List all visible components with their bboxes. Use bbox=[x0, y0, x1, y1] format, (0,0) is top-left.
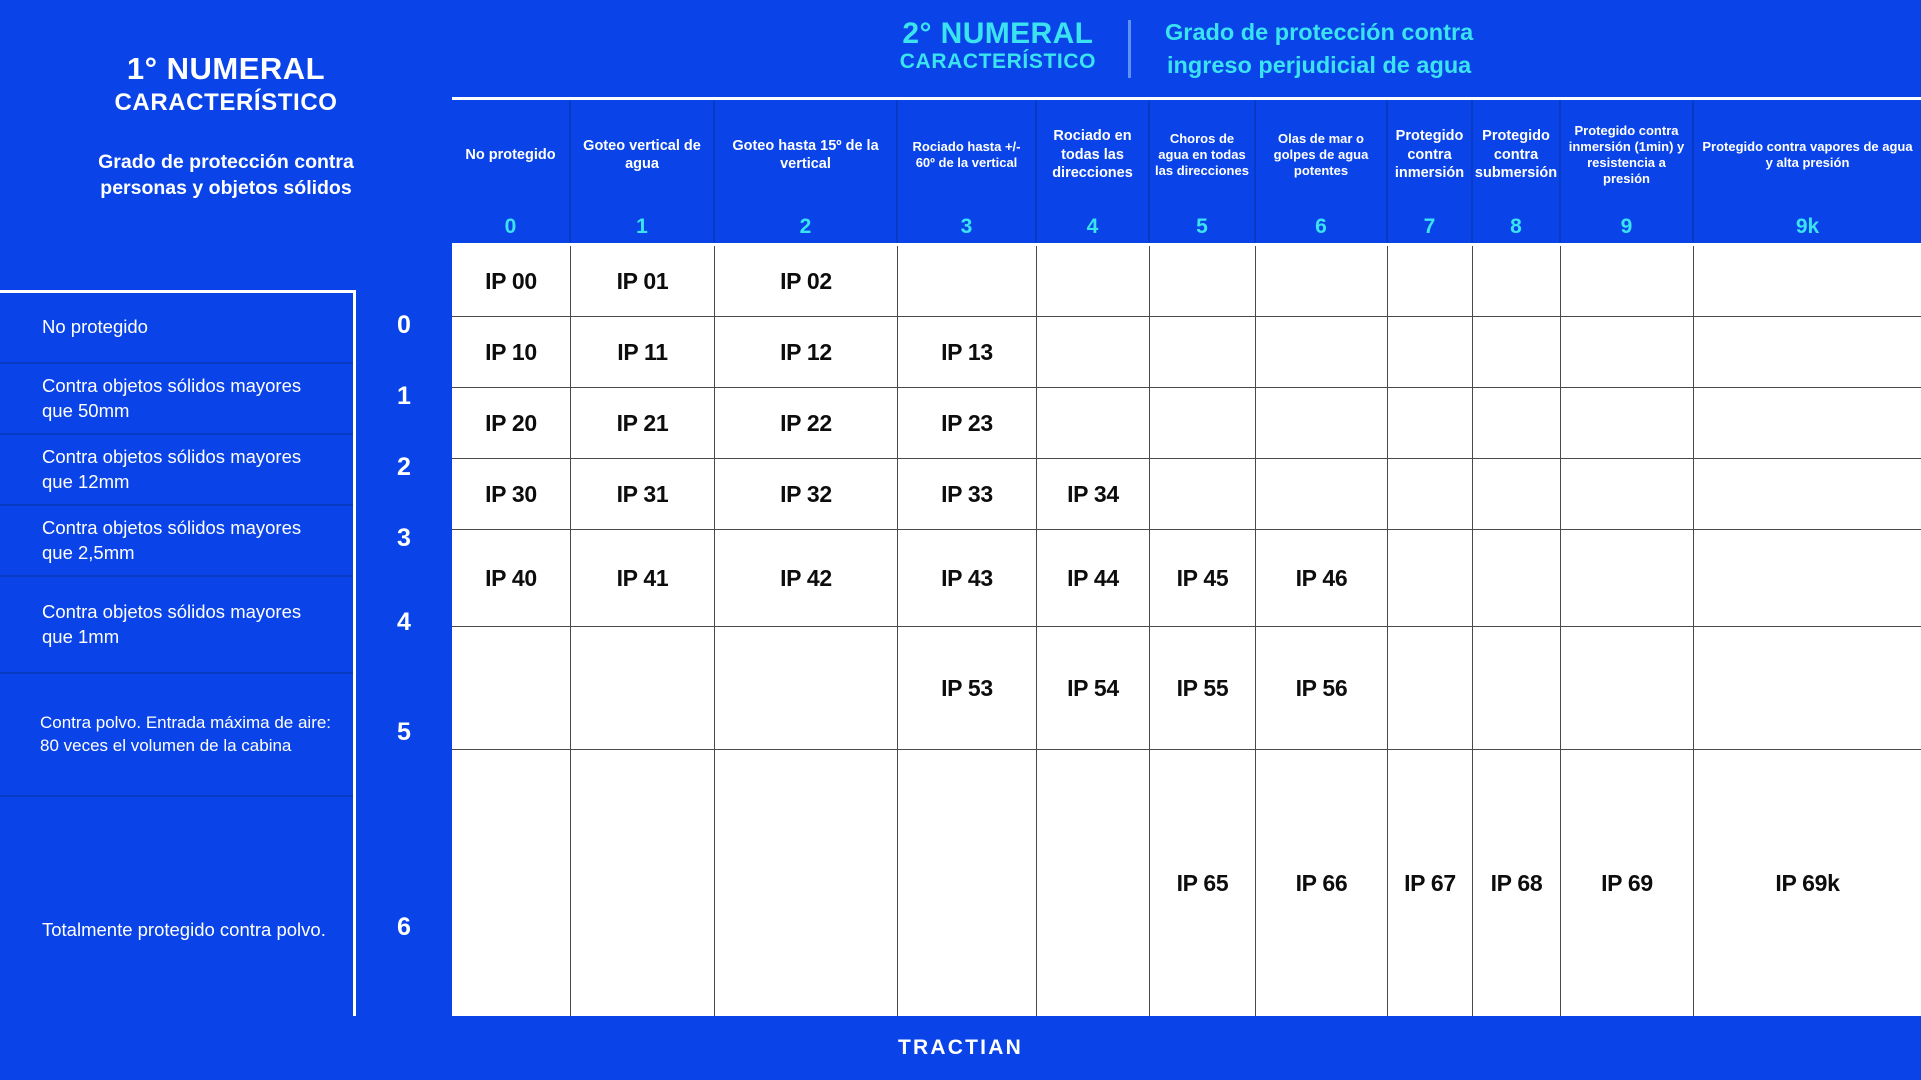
column-header-4 bbox=[1037, 100, 1150, 210]
column-header-label: Protegido contra submersión bbox=[1474, 128, 1558, 182]
ip-cell-45: IP 45 bbox=[1150, 530, 1256, 626]
ip-cell-empty bbox=[1150, 459, 1256, 529]
ip-cell-69: IP 69 bbox=[1561, 750, 1694, 1016]
second-numeral-title: 2° NUMERAL bbox=[902, 16, 1094, 50]
ip-cell-02: IP 02 bbox=[715, 246, 898, 316]
ip-cell-empty bbox=[1694, 388, 1921, 458]
ip-cell-44: IP 44 bbox=[1037, 530, 1150, 626]
ip-cell-empty bbox=[1256, 317, 1388, 387]
first-numeral-description-line2: personas y objetos sólidos bbox=[100, 177, 352, 200]
ip-cell-empty bbox=[1150, 388, 1256, 458]
ip-cell-56: IP 56 bbox=[1256, 627, 1388, 749]
ip-cell-empty bbox=[452, 750, 571, 1016]
column-header-label: Goteo vertical de agua bbox=[583, 137, 701, 172]
column-header-label: Protegido contra inmersión (1min) y resistencia a presión bbox=[1568, 122, 1685, 187]
second-numeral-title-block bbox=[900, 18, 1128, 75]
ip-cell-13: IP 13 bbox=[898, 317, 1037, 387]
row-numeral-3: 3 bbox=[397, 524, 411, 552]
ip-cell-empty bbox=[1561, 530, 1694, 626]
row-numeral-4: 4 bbox=[397, 608, 411, 636]
ip-cell-empty bbox=[1694, 627, 1921, 749]
ip-cell-empty bbox=[1561, 627, 1694, 749]
ip-cell-empty bbox=[1388, 317, 1473, 387]
ip-cell-43: IP 43 bbox=[898, 530, 1037, 626]
row-label-1 bbox=[0, 364, 353, 435]
ip-cell-40: IP 40 bbox=[452, 530, 571, 626]
column-header-9 bbox=[1561, 100, 1694, 210]
row-label-5 bbox=[0, 674, 353, 797]
ip-cell-empty bbox=[1473, 627, 1561, 749]
column-header-label: Protegido contra vapores de agua y alta presión bbox=[1702, 138, 1913, 170]
ip-cell-12: IP 12 bbox=[715, 317, 898, 387]
column-header-3 bbox=[898, 100, 1037, 210]
table-row bbox=[452, 317, 1921, 388]
row-label-text: No protegido bbox=[42, 316, 148, 338]
ip-cell-empty bbox=[452, 627, 571, 749]
row-label-4 bbox=[0, 577, 353, 674]
ip-cell-empty bbox=[1037, 388, 1150, 458]
column-numeral-6: 6 bbox=[1256, 210, 1388, 243]
row-label-text: Contra objetos sólidos mayores que 50mm bbox=[42, 375, 302, 421]
ip-cell-empty bbox=[1150, 246, 1256, 316]
column-numeral-5: 5 bbox=[1150, 210, 1256, 243]
ip-cell-empty bbox=[898, 246, 1037, 316]
table-row bbox=[452, 246, 1921, 317]
ip-cell-22: IP 22 bbox=[715, 388, 898, 458]
ip-cell-30: IP 30 bbox=[452, 459, 571, 529]
ip-cell-empty bbox=[715, 750, 898, 1016]
ip-cell-empty bbox=[571, 627, 715, 749]
ip-cell-empty bbox=[1694, 246, 1921, 316]
ip-cell-empty bbox=[1388, 388, 1473, 458]
ip-cell-46: IP 46 bbox=[1256, 530, 1388, 626]
column-numeral-7: 7 bbox=[1388, 210, 1473, 243]
column-numeral-3: 3 bbox=[898, 210, 1037, 243]
row-numeral-2: 2 bbox=[397, 453, 411, 481]
ip-cell-11: IP 11 bbox=[571, 317, 715, 387]
row-numeral-spacer bbox=[356, 246, 452, 290]
ip-cell-23: IP 23 bbox=[898, 388, 1037, 458]
column-numeral-row bbox=[452, 210, 1921, 246]
column-header-label: Goteo hasta 15º de la vertical bbox=[732, 137, 879, 172]
column-header-0 bbox=[452, 100, 571, 210]
ip-cell-empty bbox=[1473, 388, 1561, 458]
column-header-label: Rociado en todas las direcciones bbox=[1052, 128, 1133, 182]
ip-cell-empty bbox=[1256, 246, 1388, 316]
table-row bbox=[452, 388, 1921, 459]
column-header-label: Rociado hasta +/- 60º de la vertical bbox=[912, 138, 1021, 170]
ip-cell-32: IP 32 bbox=[715, 459, 898, 529]
column-header-8 bbox=[1473, 100, 1561, 210]
ip-cell-empty bbox=[1388, 530, 1473, 626]
column-numeral-8: 8 bbox=[1473, 210, 1561, 243]
row-label-text: Contra objetos sólidos mayores que 1mm bbox=[42, 601, 302, 647]
ip-cell-31: IP 31 bbox=[571, 459, 715, 529]
column-header-label: No protegido bbox=[465, 146, 556, 163]
ip-cell-21: IP 21 bbox=[571, 388, 715, 458]
ip-cell-01: IP 01 bbox=[571, 246, 715, 316]
ip-cell-41: IP 41 bbox=[571, 530, 715, 626]
column-header-9k bbox=[1694, 100, 1921, 210]
first-numeral-subtitle: CARACTERÍSTICO bbox=[114, 88, 338, 116]
ip-cell-empty bbox=[571, 750, 715, 1016]
row-label-0 bbox=[0, 293, 353, 364]
ip-cell-empty bbox=[715, 627, 898, 749]
ip-cell-10: IP 10 bbox=[452, 317, 571, 387]
ip-cell-53: IP 53 bbox=[898, 627, 1037, 749]
ip-cell-empty bbox=[1037, 246, 1150, 316]
column-header-6 bbox=[1256, 100, 1388, 210]
column-numeral-1: 1 bbox=[571, 210, 715, 243]
ip-cell-empty bbox=[1150, 317, 1256, 387]
second-numeral-description-line1: Grado de protección contra bbox=[1165, 19, 1474, 46]
ip-cell-54: IP 54 bbox=[1037, 627, 1150, 749]
ip-cell-empty bbox=[1256, 388, 1388, 458]
column-header-label: Protegido contra inmersión bbox=[1394, 128, 1465, 182]
first-numeral-description-line1: Grado de protección contra bbox=[98, 151, 354, 174]
ip-code-grid bbox=[452, 246, 1921, 1016]
column-numeral-9k: 9k bbox=[1795, 214, 1820, 238]
column-header-row bbox=[452, 100, 1921, 210]
second-numeral-description bbox=[1131, 16, 1473, 81]
row-numeral-1: 1 bbox=[397, 382, 411, 410]
ip-cell-69k: IP 69k bbox=[1775, 869, 1840, 896]
column-header-label: Choros de agua en todas las direcciones bbox=[1155, 130, 1249, 179]
ip-cell-empty bbox=[1561, 459, 1694, 529]
row-numeral-5: 5 bbox=[397, 718, 411, 746]
table-row bbox=[452, 459, 1921, 530]
ip-cell-empty bbox=[1037, 317, 1150, 387]
ip-cell-empty bbox=[1256, 459, 1388, 529]
ip-cell-empty bbox=[1694, 317, 1921, 387]
footer bbox=[0, 1016, 1921, 1080]
ip-cell-00: IP 00 bbox=[452, 246, 571, 316]
row-label-text: Contra objetos sólidos mayores que 12mm bbox=[42, 446, 302, 492]
ip-cell-empty bbox=[1388, 459, 1473, 529]
first-numeral-title: 1° NUMERAL bbox=[126, 51, 326, 86]
ip-cell-68: IP 68 bbox=[1473, 750, 1561, 1016]
table-row bbox=[452, 627, 1921, 750]
ip-cell-empty bbox=[1388, 246, 1473, 316]
column-numeral-2: 2 bbox=[715, 210, 898, 243]
column-header-5 bbox=[1150, 100, 1256, 210]
column-header-label: Olas de mar o golpes de agua potentes bbox=[1273, 130, 1369, 179]
ip-cell-empty bbox=[1561, 388, 1694, 458]
ip-cell-34: IP 34 bbox=[1037, 459, 1150, 529]
ip-cell-empty bbox=[898, 750, 1037, 1016]
row-label-3 bbox=[0, 506, 353, 577]
column-header-1 bbox=[571, 100, 715, 210]
ip-cell-55: IP 55 bbox=[1150, 627, 1256, 749]
ip-cell-empty bbox=[1561, 246, 1694, 316]
column-header-2 bbox=[715, 100, 898, 210]
row-numeral-column bbox=[356, 246, 452, 1060]
column-numeral-0: 0 bbox=[452, 210, 571, 243]
ip-cell-42: IP 42 bbox=[715, 530, 898, 626]
row-label-column bbox=[0, 290, 356, 1063]
row-numeral-6: 6 bbox=[397, 912, 411, 941]
banner-divider bbox=[1128, 20, 1131, 78]
table-row bbox=[452, 530, 1921, 627]
second-numeral-banner bbox=[452, 0, 1921, 100]
ip-cell-65: IP 65 bbox=[1150, 750, 1256, 1016]
ip-cell-empty bbox=[1694, 530, 1921, 626]
ip-cell-empty bbox=[1694, 459, 1921, 529]
row-label-2 bbox=[0, 435, 353, 506]
ip-cell-empty bbox=[1473, 530, 1561, 626]
ip-cell-67: IP 67 bbox=[1388, 750, 1473, 1016]
second-numeral-description-line2: ingreso perjudicial de agua bbox=[1166, 51, 1472, 78]
ip-cell-empty bbox=[1561, 317, 1694, 387]
row-label-text: Contra polvo. Entrada máxima de aire: 80 veces el volumen de la cabina bbox=[40, 713, 332, 755]
column-numeral-9: 9 bbox=[1561, 210, 1694, 243]
row-label-text: Totalmente protegido contra polvo. bbox=[42, 918, 326, 940]
row-label-text: Contra objetos sólidos mayores que 2,5mm bbox=[42, 517, 302, 563]
ip-cell-20: IP 20 bbox=[452, 388, 571, 458]
column-header-7 bbox=[1388, 100, 1473, 210]
ip-cell-empty bbox=[1388, 627, 1473, 749]
ip-cell-33: IP 33 bbox=[898, 459, 1037, 529]
ip-cell-empty bbox=[1473, 246, 1561, 316]
column-numeral-4: 4 bbox=[1037, 210, 1150, 243]
ip-cell-empty bbox=[1473, 317, 1561, 387]
table-row bbox=[452, 750, 1921, 1016]
ip-cell-66: IP 66 bbox=[1256, 750, 1388, 1016]
ip-cell-empty bbox=[1473, 459, 1561, 529]
second-numeral-subtitle: CARACTERÍSTICO bbox=[899, 50, 1097, 74]
row-numeral-0: 0 bbox=[397, 311, 411, 339]
tractian-logo: TRACTIAN bbox=[898, 1036, 1023, 1059]
first-numeral-description bbox=[70, 150, 382, 201]
ip-cell-empty bbox=[1037, 750, 1150, 1016]
